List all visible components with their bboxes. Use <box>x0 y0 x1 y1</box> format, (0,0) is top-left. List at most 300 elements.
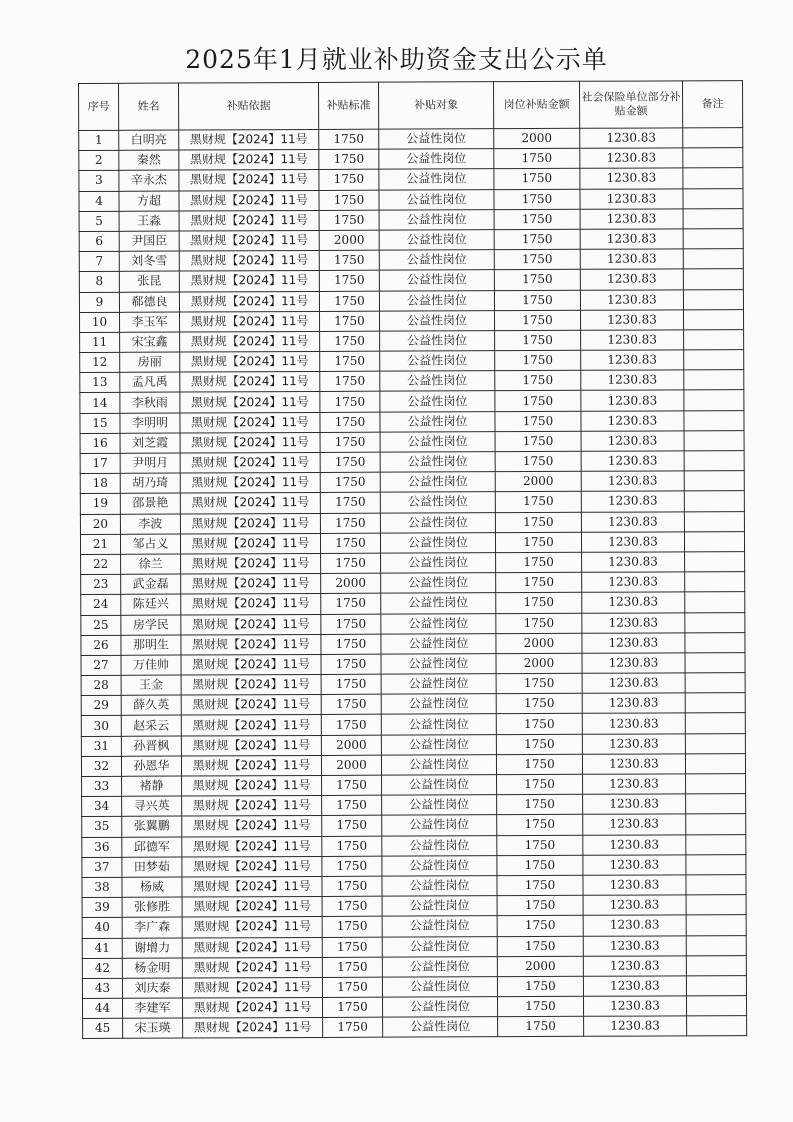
header-index: 序号 <box>79 83 119 130</box>
cell-name: 胡乃琦 <box>120 473 180 493</box>
table-row <box>82 895 746 918</box>
cell-standard: 1750 <box>321 634 381 654</box>
table-row <box>80 390 744 413</box>
cell-remarks <box>683 128 743 148</box>
subsidy-table <box>78 80 747 1039</box>
cell-basis: 黑财规【2024】11号 <box>182 897 322 918</box>
cell-name: 邵景艳 <box>120 493 180 513</box>
cell-name: 辛永杰 <box>119 170 179 190</box>
cell-insurance-subsidy: 1230.83 <box>581 330 684 351</box>
table-row <box>79 208 743 231</box>
cell-insurance-subsidy: 1230.83 <box>580 310 683 331</box>
cell-remarks <box>684 471 744 491</box>
cell-post-subsidy: 1750 <box>494 169 580 190</box>
cell-basis: 黑财规【2024】11号 <box>180 331 320 352</box>
table-row <box>80 451 744 474</box>
cell-standard: 1750 <box>320 432 380 452</box>
cell-index: 33 <box>82 776 122 796</box>
header-remarks: 备注 <box>682 81 742 128</box>
cell-standard: 1750 <box>321 593 381 613</box>
table-row <box>82 794 746 817</box>
cell-remarks <box>686 955 746 975</box>
cell-standard: 2000 <box>321 735 381 755</box>
cell-target: 公益性岗位 <box>380 512 495 533</box>
cell-basis: 黑财规【2024】11号 <box>180 533 320 554</box>
cell-basis: 黑财规【2024】11号 <box>180 452 320 473</box>
header-standard: 补贴标准 <box>318 82 378 129</box>
cell-target: 公益性岗位 <box>381 714 496 735</box>
cell-name: 邹占义 <box>120 534 180 554</box>
cell-insurance-subsidy: 1230.83 <box>581 390 684 411</box>
cell-insurance-subsidy: 1230.83 <box>580 289 683 310</box>
cell-remarks <box>684 370 744 390</box>
cell-remarks <box>686 834 746 854</box>
cell-standard: 2000 <box>321 755 381 775</box>
cell-standard: 1750 <box>320 412 380 432</box>
cell-post-subsidy: 1750 <box>495 411 581 432</box>
cell-basis: 黑财规【2024】11号 <box>182 836 322 857</box>
cell-index: 42 <box>82 958 122 978</box>
cell-insurance-subsidy: 1230.83 <box>580 209 683 230</box>
cell-standard: 1750 <box>322 937 382 957</box>
cell-index: 27 <box>81 655 121 675</box>
cell-basis: 黑财规【2024】11号 <box>180 372 320 393</box>
cell-post-subsidy: 1750 <box>497 895 583 916</box>
cell-post-subsidy: 1750 <box>497 996 583 1017</box>
cell-name: 武金磊 <box>121 574 181 594</box>
table-row <box>81 673 745 696</box>
cell-insurance-subsidy: 1230.83 <box>583 834 686 855</box>
cell-target: 公益性岗位 <box>382 855 497 876</box>
cell-insurance-subsidy: 1230.83 <box>583 996 686 1017</box>
table-row <box>82 975 746 998</box>
cell-insurance-subsidy: 1230.83 <box>583 956 686 977</box>
cell-basis: 黑财规【2024】11号 <box>180 473 320 494</box>
cell-basis: 黑财规【2024】11号 <box>179 129 319 150</box>
cell-index: 36 <box>82 837 122 857</box>
cell-post-subsidy: 1750 <box>495 371 581 392</box>
cell-post-subsidy: 1750 <box>495 391 581 412</box>
cell-insurance-subsidy: 1230.83 <box>582 754 685 775</box>
cell-name: 尹明月 <box>120 453 180 473</box>
table-header-row <box>79 81 743 131</box>
cell-standard: 1750 <box>322 896 382 916</box>
cell-target: 公益性岗位 <box>380 532 495 553</box>
cell-target: 公益性岗位 <box>380 431 495 452</box>
cell-basis: 黑财规【2024】11号 <box>181 755 321 776</box>
cell-index: 10 <box>80 312 120 332</box>
cell-remarks <box>683 148 743 168</box>
cell-name: 孟凡禹 <box>120 372 180 392</box>
cell-index: 5 <box>79 211 119 231</box>
cell-standard: 1750 <box>319 170 379 190</box>
cell-post-subsidy: 1750 <box>494 249 580 270</box>
cell-remarks <box>683 229 743 249</box>
table-row <box>79 269 743 292</box>
cell-post-subsidy: 1750 <box>497 835 583 856</box>
cell-target: 公益性岗位 <box>381 754 496 775</box>
cell-basis: 黑财规【2024】11号 <box>180 352 320 373</box>
cell-insurance-subsidy: 1230.83 <box>583 976 686 997</box>
cell-post-subsidy: 1750 <box>496 694 582 715</box>
table-row <box>81 632 745 655</box>
cell-name: 薛久英 <box>121 695 181 715</box>
cell-standard: 1750 <box>321 694 381 714</box>
cell-index: 44 <box>82 998 122 1018</box>
cell-remarks <box>685 572 745 592</box>
cell-basis: 黑财规【2024】11号 <box>181 634 321 655</box>
cell-insurance-subsidy: 1230.83 <box>582 572 685 593</box>
cell-index: 12 <box>80 352 120 372</box>
cell-basis: 黑财规【2024】11号 <box>182 977 322 998</box>
table-row <box>81 572 745 595</box>
cell-index: 25 <box>81 615 121 635</box>
cell-remarks <box>687 1016 747 1036</box>
cell-post-subsidy: 1750 <box>496 734 582 755</box>
cell-insurance-subsidy: 1230.83 <box>581 431 684 452</box>
cell-remarks <box>684 430 744 450</box>
cell-remarks <box>683 269 743 289</box>
cell-name: 张昆 <box>119 271 179 291</box>
table-row <box>79 168 743 191</box>
cell-post-subsidy: 1750 <box>494 148 580 169</box>
cell-insurance-subsidy: 1230.83 <box>581 532 684 553</box>
cell-index: 40 <box>82 918 122 938</box>
cell-basis: 黑财规【2024】11号 <box>179 150 319 171</box>
cell-index: 45 <box>83 1019 123 1039</box>
cell-target: 公益性岗位 <box>382 997 497 1018</box>
cell-index: 29 <box>81 696 121 716</box>
cell-basis: 黑财规【2024】11号 <box>179 291 319 312</box>
cell-index: 30 <box>81 716 121 736</box>
cell-name: 刘冬雪 <box>119 251 179 271</box>
cell-name: 孙晋枫 <box>121 736 181 756</box>
cell-insurance-subsidy: 1230.83 <box>583 915 686 936</box>
header-insurance-subsidy: 社会保险单位部分补贴金额 <box>579 81 682 128</box>
table-row <box>81 713 745 736</box>
cell-insurance-subsidy: 1230.83 <box>583 774 686 795</box>
cell-insurance-subsidy: 1230.83 <box>582 552 685 573</box>
cell-standard: 1750 <box>320 371 380 391</box>
cell-remarks <box>683 309 743 329</box>
cell-index: 15 <box>80 413 120 433</box>
cell-name: 秦然 <box>119 150 179 170</box>
cell-standard: 1750 <box>322 816 382 836</box>
cell-basis: 黑财规【2024】11号 <box>180 513 320 534</box>
cell-remarks <box>683 249 743 269</box>
cell-index: 43 <box>82 978 122 998</box>
cell-post-subsidy: 1750 <box>497 774 583 795</box>
cell-target: 公益性岗位 <box>380 351 495 372</box>
cell-standard: 1750 <box>321 614 381 634</box>
table-row <box>81 612 745 635</box>
table-row <box>81 753 745 776</box>
cell-insurance-subsidy: 1230.83 <box>582 653 685 674</box>
cell-index: 38 <box>82 877 122 897</box>
table-row <box>82 834 746 857</box>
cell-post-subsidy: 2000 <box>495 471 581 492</box>
cell-basis: 黑财规【2024】11号 <box>182 816 322 837</box>
cell-basis: 黑财规【2024】11号 <box>180 392 320 413</box>
cell-target: 公益性岗位 <box>380 411 495 432</box>
cell-name: 宋玉瑛 <box>123 1018 183 1038</box>
cell-remarks <box>686 774 746 794</box>
cell-insurance-subsidy: 1230.83 <box>583 814 686 835</box>
table-row <box>83 1016 747 1039</box>
cell-name: 张修胜 <box>122 897 182 917</box>
table-row <box>79 249 743 272</box>
cell-post-subsidy: 1750 <box>495 532 581 553</box>
cell-post-subsidy: 2000 <box>496 653 582 674</box>
cell-post-subsidy: 1750 <box>497 875 583 896</box>
cell-target: 公益性岗位 <box>379 310 494 331</box>
cell-target: 公益性岗位 <box>381 734 496 755</box>
cell-name: 邱德军 <box>122 837 182 857</box>
cell-standard: 1750 <box>319 149 379 169</box>
cell-insurance-subsidy: 1230.83 <box>582 713 685 734</box>
cell-index: 1 <box>79 130 119 150</box>
cell-post-subsidy: 1750 <box>495 330 581 351</box>
cell-insurance-subsidy: 1230.83 <box>580 168 683 189</box>
cell-name: 宋宝鑫 <box>120 332 180 352</box>
cell-insurance-subsidy: 1230.83 <box>582 633 685 654</box>
cell-index: 18 <box>80 474 120 494</box>
cell-remarks <box>684 329 744 349</box>
cell-basis: 黑财规【2024】11号 <box>181 594 321 615</box>
table-row <box>79 128 743 151</box>
cell-index: 37 <box>82 857 122 877</box>
table-row <box>81 652 745 675</box>
cell-standard: 1750 <box>319 270 379 290</box>
cell-target: 公益性岗位 <box>379 129 494 150</box>
cell-index: 2 <box>79 151 119 171</box>
cell-remarks <box>685 753 745 773</box>
cell-target: 公益性岗位 <box>382 936 497 957</box>
cell-insurance-subsidy: 1230.83 <box>580 188 683 209</box>
cell-name: 那明生 <box>121 635 181 655</box>
cell-name: 褚静 <box>122 776 182 796</box>
cell-standard: 1750 <box>321 674 381 694</box>
cell-name: 房学民 <box>121 615 181 635</box>
cell-standard: 1750 <box>319 311 379 331</box>
table-row <box>82 854 746 877</box>
cell-remarks <box>683 208 743 228</box>
cell-index: 19 <box>80 494 120 514</box>
cell-index: 4 <box>79 191 119 211</box>
table-row <box>79 289 743 312</box>
cell-standard: 1750 <box>322 775 382 795</box>
table-row <box>81 552 745 575</box>
cell-name: 郗德良 <box>119 292 179 312</box>
cell-name: 张翼鹏 <box>122 816 182 836</box>
cell-index: 8 <box>79 272 119 292</box>
cell-basis: 黑财规【2024】11号 <box>180 412 320 433</box>
cell-post-subsidy: 1750 <box>494 189 580 210</box>
cell-post-subsidy: 1750 <box>494 209 580 230</box>
cell-standard: 1750 <box>320 392 380 412</box>
cell-standard: 1750 <box>320 331 380 351</box>
cell-name: 陈廷兴 <box>121 594 181 614</box>
cell-index: 7 <box>79 251 119 271</box>
cell-basis: 黑财规【2024】11号 <box>179 311 319 332</box>
cell-remarks <box>686 814 746 834</box>
cell-post-subsidy: 1750 <box>494 290 580 311</box>
cell-post-subsidy: 1750 <box>497 936 583 957</box>
table-row <box>82 875 746 898</box>
cell-name: 杨威 <box>122 877 182 897</box>
cell-standard: 2000 <box>319 230 379 250</box>
table-row <box>79 229 743 252</box>
cell-basis: 黑财规【2024】11号 <box>179 210 319 231</box>
table-row <box>80 531 744 554</box>
cell-target: 公益性岗位 <box>382 977 497 998</box>
cell-target: 公益性岗位 <box>379 149 494 170</box>
cell-standard: 1750 <box>320 472 380 492</box>
header-basis: 补贴依据 <box>179 82 319 130</box>
cell-standard: 1750 <box>322 957 382 977</box>
cell-basis: 黑财规【2024】11号 <box>181 735 321 756</box>
page-title: 2025年1月就业补助资金支出公示单 <box>185 45 608 74</box>
cell-standard: 1750 <box>322 836 382 856</box>
cell-post-subsidy: 1750 <box>498 1017 584 1038</box>
cell-standard: 1750 <box>322 856 382 876</box>
cell-basis: 黑财规【2024】11号 <box>181 614 321 635</box>
cell-insurance-subsidy: 1230.83 <box>582 612 685 633</box>
cell-insurance-subsidy: 1230.83 <box>581 491 684 512</box>
header-name: 姓名 <box>119 83 179 130</box>
cell-remarks <box>684 390 744 410</box>
cell-name: 刘庆泰 <box>122 978 182 998</box>
cell-post-subsidy: 1750 <box>495 350 581 371</box>
cell-standard: 1750 <box>321 553 381 573</box>
cell-target: 公益性岗位 <box>382 815 497 836</box>
cell-post-subsidy: 1750 <box>497 815 583 836</box>
cell-target: 公益性岗位 <box>381 674 496 695</box>
cell-basis: 黑财规【2024】11号 <box>181 715 321 736</box>
cell-insurance-subsidy: 1230.83 <box>581 451 684 472</box>
cell-standard: 1750 <box>320 351 380 371</box>
cell-name: 赵采云 <box>121 715 181 735</box>
table-row <box>80 491 744 514</box>
cell-post-subsidy: 1750 <box>497 855 583 876</box>
table-row <box>80 430 744 453</box>
cell-target: 公益性岗位 <box>380 371 495 392</box>
cell-insurance-subsidy: 1230.83 <box>580 128 683 149</box>
cell-insurance-subsidy: 1230.83 <box>583 794 686 815</box>
table-row <box>80 350 744 373</box>
cell-post-subsidy: 1750 <box>495 492 581 513</box>
cell-insurance-subsidy: 1230.83 <box>583 875 686 896</box>
cell-remarks <box>685 632 745 652</box>
cell-standard: 1750 <box>320 452 380 472</box>
cell-insurance-subsidy: 1230.83 <box>581 471 684 492</box>
cell-index: 31 <box>81 736 121 756</box>
cell-post-subsidy: 1750 <box>496 673 582 694</box>
cell-standard: 1750 <box>322 876 382 896</box>
cell-insurance-subsidy: 1230.83 <box>580 269 683 290</box>
cell-basis: 黑财规【2024】11号 <box>182 998 322 1019</box>
cell-post-subsidy: 2000 <box>497 956 583 977</box>
cell-insurance-subsidy: 1230.83 <box>580 229 683 250</box>
cell-index: 32 <box>81 756 121 776</box>
cell-basis: 黑财规【2024】11号 <box>182 856 322 877</box>
cell-target: 公益性岗位 <box>381 553 496 574</box>
cell-remarks <box>686 996 746 1016</box>
cell-target: 公益性岗位 <box>382 775 497 796</box>
cell-name: 徐兰 <box>121 554 181 574</box>
cell-index: 35 <box>82 817 122 837</box>
cell-insurance-subsidy: 1230.83 <box>580 249 683 270</box>
cell-name: 孙恩华 <box>121 756 181 776</box>
cell-standard: 1750 <box>319 291 379 311</box>
cell-index: 6 <box>79 231 119 251</box>
cell-insurance-subsidy: 1230.83 <box>583 855 686 876</box>
cell-post-subsidy: 1750 <box>496 593 582 614</box>
cell-name: 方超 <box>119 191 179 211</box>
cell-index: 20 <box>80 514 120 534</box>
cell-target: 公益性岗位 <box>380 391 495 412</box>
cell-target: 公益性岗位 <box>381 593 496 614</box>
cell-standard: 1750 <box>320 513 380 533</box>
cell-target: 公益性岗位 <box>379 169 494 190</box>
cell-standard: 1750 <box>319 190 379 210</box>
cell-index: 17 <box>80 453 120 473</box>
cell-post-subsidy: 1750 <box>496 572 582 593</box>
cell-remarks <box>684 511 744 531</box>
cell-remarks <box>686 975 746 995</box>
cell-insurance-subsidy: 1230.83 <box>581 410 684 431</box>
cell-name: 田梦茹 <box>122 857 182 877</box>
cell-basis: 黑财规【2024】11号 <box>180 432 320 453</box>
cell-post-subsidy: 1750 <box>495 451 581 472</box>
cell-name: 王金 <box>121 675 181 695</box>
cell-remarks <box>684 410 744 430</box>
cell-standard: 1750 <box>319 129 379 149</box>
cell-name: 李玉军 <box>119 312 179 332</box>
cell-post-subsidy: 1750 <box>496 754 582 775</box>
cell-remarks <box>685 592 745 612</box>
cell-target: 公益性岗位 <box>380 331 495 352</box>
cell-target: 公益性岗位 <box>379 209 494 230</box>
cell-basis: 黑财规【2024】11号 <box>181 553 321 574</box>
cell-index: 24 <box>81 595 121 615</box>
cell-basis: 黑财规【2024】11号 <box>182 917 322 938</box>
cell-target: 公益性岗位 <box>379 250 494 271</box>
cell-basis: 黑财规【2024】11号 <box>183 1018 323 1039</box>
cell-index: 3 <box>79 171 119 191</box>
table-row <box>82 935 746 958</box>
cell-post-subsidy: 1750 <box>494 229 580 250</box>
cell-post-subsidy: 1750 <box>496 552 582 573</box>
cell-insurance-subsidy: 1230.83 <box>581 350 684 371</box>
cell-target: 公益性岗位 <box>382 896 497 917</box>
cell-post-subsidy: 1750 <box>494 270 580 291</box>
cell-index: 34 <box>82 797 122 817</box>
cell-basis: 黑财规【2024】11号 <box>181 654 321 675</box>
cell-target: 公益性岗位 <box>380 472 495 493</box>
cell-index: 28 <box>81 675 121 695</box>
table-row <box>80 309 744 332</box>
cell-target: 公益性岗位 <box>382 956 497 977</box>
cell-basis: 黑财规【2024】11号 <box>182 876 322 897</box>
cell-name: 刘芝霞 <box>120 433 180 453</box>
cell-basis: 黑财规【2024】11号 <box>182 775 322 796</box>
cell-remarks <box>685 612 745 632</box>
cell-name: 白明亮 <box>119 130 179 150</box>
cell-target: 公益性岗位 <box>381 633 496 654</box>
table-body <box>79 128 747 1039</box>
cell-remarks <box>683 289 743 309</box>
